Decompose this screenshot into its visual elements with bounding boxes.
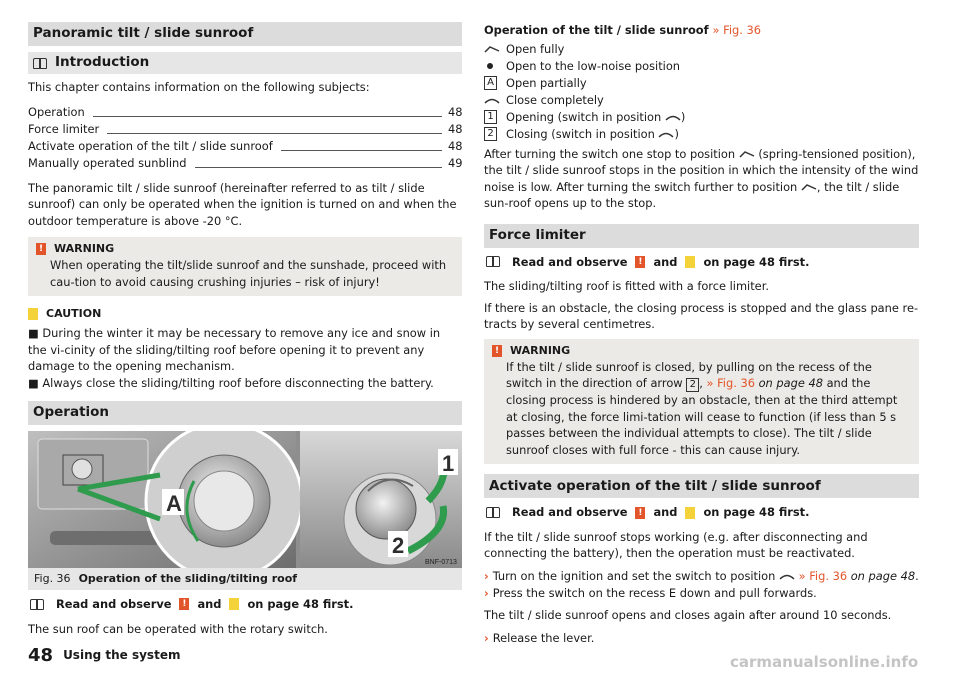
label-2-box: 2 (484, 127, 497, 141)
toc-page: 48 (448, 105, 463, 119)
watermark: carmanualsonline.info (730, 653, 919, 671)
step-arrow-icon: › (484, 568, 489, 583)
toc-page: 48 (448, 139, 463, 153)
warning-icon: ! (492, 345, 502, 357)
introduction-heading (28, 52, 462, 74)
book-icon (486, 507, 500, 518)
activate-title: Activate operation of the tilt / slide sunroof (484, 474, 919, 498)
figure-caption (28, 568, 462, 590)
toc-page: 49 (448, 156, 463, 170)
function-list (484, 41, 919, 143)
label-1-box: 1 (484, 110, 497, 124)
caution-icon (229, 598, 239, 610)
roof-closed-icon (484, 96, 500, 104)
figure-link[interactable]: » Fig. 36 (706, 376, 755, 391)
caution-title: CAUTION (46, 307, 102, 321)
step-arrow-icon: › (484, 585, 489, 600)
figure-image (28, 431, 462, 568)
caution-block (28, 306, 462, 391)
roof-closed-icon (665, 113, 681, 121)
step-item: › Release the lever. (484, 630, 595, 645)
book-icon (30, 599, 44, 610)
list-item: Close completely (484, 92, 919, 109)
operation-title: Operation (28, 401, 462, 425)
force-text-1: The sliding/tilting roof is fitted with a force limiter. (484, 279, 769, 294)
op-heading: Operation of the tilt / slide sunroof » Fig. 36 (484, 23, 761, 37)
step-arrow-icon: › (484, 630, 489, 645)
list-item: 1 Opening (switch in position ) (484, 109, 919, 126)
callout-2: 2 (392, 533, 405, 559)
page-number: 48 (28, 645, 54, 666)
dot-icon (487, 63, 493, 69)
caution-item: ■ During the winter it may be necessary to remove any ice and snow in the vi-cinity of the sliding/tilting roof before opening it to prevent any damage to the opening mechanism. (28, 326, 441, 374)
toc-title[interactable]: Activate operation of the tilt / slide sunroof (28, 139, 273, 153)
caution-icon (28, 308, 38, 320)
callout-a: A (166, 491, 182, 517)
toc-row[interactable] (28, 138, 462, 155)
figure-label: Fig. 36 (34, 572, 71, 586)
toc-page: 48 (448, 122, 463, 136)
toc (28, 104, 462, 172)
warning-title: WARNING (54, 242, 115, 256)
operation-text: The sun roof can be operated with the rotary switch. (28, 621, 328, 636)
activate-text-2: The tilt / slide sunroof opens and closes again after around 10 seconds. (484, 608, 892, 623)
list-item: A Open partially (484, 75, 919, 92)
warning-text: If the tilt / slide sunroof is closed, by pulling on the recess of the switch in the direction of arrow 2 , » Fig. 36 on page 48 and the closing process is hindered by an obstacle, then at the third attempt at closing, the force limi-tation will cease to function (if less than 5 s passes between the individual attempts to close). The tilt / slide sunroof closes with full force - this can cause injury. (506, 359, 898, 457)
page-footer (28, 643, 180, 669)
book-icon (486, 256, 500, 267)
list-item: Open to the low-noise position (484, 58, 919, 75)
caution-icon (685, 507, 695, 519)
toc-title[interactable]: Operation (28, 105, 85, 119)
step-item: › Turn on the ignition and set the switch to position » Fig. 36 on page 48. (484, 568, 919, 583)
right-column (484, 22, 919, 646)
figure-link[interactable]: » Fig. 36 (798, 568, 848, 583)
activate-text-1: If the tilt / slide sunroof stops working (e.g. after disconnecting and connecting the battery), then the operation must be reactivated. (484, 529, 868, 561)
tilt-open-icon (484, 45, 500, 53)
introduction-title: Introduction (55, 54, 150, 71)
chapter-name: Using the system (63, 648, 181, 663)
caution-icon (685, 256, 695, 268)
figure-title: Operation of the sliding/tilting roof (78, 572, 298, 586)
toc-row[interactable] (28, 155, 462, 172)
warning-icon: ! (635, 507, 645, 519)
book-icon (33, 58, 47, 69)
sunroof-switch-illustration (28, 431, 462, 568)
force-limiter-title: Force limiter (484, 224, 919, 248)
step-item: › Press the switch on the recess E down and pull forwards. (484, 585, 817, 600)
figure-code: BNF-0713 (425, 559, 457, 567)
section-title: Panoramic tilt / slide sunroof (28, 22, 462, 46)
warning-text: When operating the tilt/slide sunroof and the sunshade, proceed with cau-tion to avoid causing crushing injuries – risk of injury! (50, 258, 447, 289)
roof-closed-icon (779, 572, 795, 580)
toc-title[interactable]: Force limiter (28, 122, 100, 136)
warning-icon: ! (635, 256, 645, 268)
left-column (28, 22, 462, 642)
warning-icon: ! (179, 598, 189, 610)
list-item: Open fully (484, 41, 919, 58)
warning-title: WARNING (510, 343, 571, 357)
warning-icon: ! (36, 243, 46, 255)
after-turn-text: After turning the switch one stop to position (spring-tensioned position), the tilt / slide sunroof stops in the position in which the intensity of the wind noise is low. After turning the switch further to position , the tilt / slide sun-roof opens up to the stop. (484, 146, 919, 211)
toc-row[interactable] (28, 121, 462, 138)
force-text-2: If there is an obstacle, the closing process is stopped and the glass pane re-tracts by several centimetres. (484, 300, 919, 332)
intro-text: This chapter contains information on the following subjects: (28, 80, 370, 94)
tilt-open-icon (739, 150, 755, 158)
warning-box (484, 339, 919, 465)
tilt-open-icon (801, 183, 817, 191)
caution-item: ■ Always close the sliding/tilting roof before disconnecting the battery. (28, 375, 434, 390)
toc-title[interactable]: Manually operated sunblind (28, 156, 187, 170)
label-2-box: 2 (686, 378, 699, 392)
roof-closed-icon (658, 130, 674, 138)
warning-box (28, 237, 462, 296)
read-observe-note: Read and observe ! and on page 48 first. (484, 504, 919, 521)
read-observe-note: Read and observe ! and on page 48 first. (484, 254, 919, 271)
description: The panoramic tilt / slide sunroof (hereinafter referred to as tilt / slide sunroof) can only be operated when the ignition is turned on and when the outdoor temperature is above -20 °C. (28, 180, 457, 228)
list-item: 2 Closing (switch in position ) (484, 126, 919, 143)
read-observe-note: Read and observe ! and on page 48 first. (28, 596, 462, 613)
callout-1: 1 (442, 451, 455, 477)
label-a-box: A (484, 76, 497, 90)
toc-row[interactable] (28, 104, 462, 121)
figure-link[interactable]: » Fig. 36 (712, 23, 761, 37)
